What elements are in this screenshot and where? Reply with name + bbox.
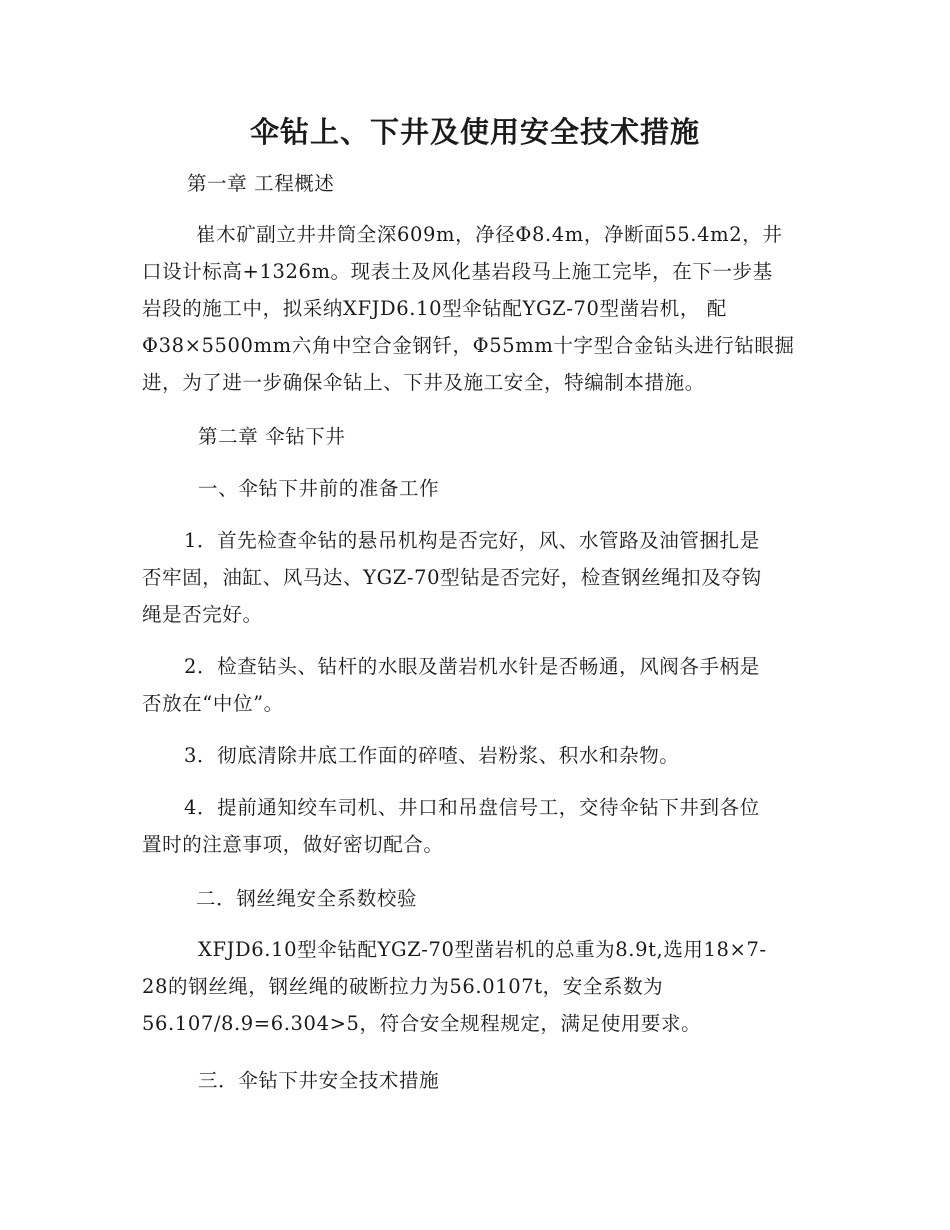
overview-line-4: Φ38×5500mm六角中空合金钢钎，Φ55mm十字型合金钻头进行钻眼掘 <box>142 334 795 357</box>
item-2-line-1: 2．检查钻头、钻杆的水眼及凿岩机水针是否畅通，风阀各手柄是 <box>184 655 760 678</box>
chapter-2-heading: 第二章 伞钻下井 <box>198 425 346 448</box>
item-3-line-1: 3．彻底清除井底工作面的碎喳、岩粉浆、积水和杂物。 <box>184 744 680 767</box>
overview-line-2: 口设计标高+1326m。现表土及风化基岩段马上施工完毕，在下一步基 <box>142 260 773 283</box>
section-2-heading: 二．钢丝绳安全系数校验 <box>196 887 418 910</box>
section-3-heading: 三．伞钻下井安全技术措施 <box>198 1069 440 1092</box>
item-4-line-2: 置时的注意事项，做好密切配合。 <box>142 833 444 856</box>
item-4-line-1: 4．提前通知绞车司机、井口和吊盘信号工，交待伞钻下井到各位 <box>184 796 760 819</box>
item-2-line-2: 否放在“中位”。 <box>142 692 284 715</box>
document-title: 伞钻上、下井及使用安全技术措施 <box>249 115 700 149</box>
chapter-1-heading: 第一章 工程概述 <box>187 172 335 195</box>
rope-check-line-1: XFJD6.10型伞钻配YGZ-70型凿岩机的总重为8.9t,选用18×7- <box>198 938 767 961</box>
overview-line-5: 进，为了进一步确保伞钻上、下井及施工安全，特编制本措施。 <box>142 371 705 394</box>
overview-line-1: 崔木矿副立井井筒全深609m，净径Φ8.4m，净断面55.4m2，井 <box>196 223 783 246</box>
section-1-heading: 一、伞钻下井前的准备工作 <box>198 477 440 500</box>
rope-check-line-2: 28的钢丝绳，钢丝绳的破断拉力为56.0107t，安全系数为 <box>142 975 664 998</box>
item-1-line-3: 绳是否完好。 <box>142 603 263 626</box>
item-1-line-2: 否牢固，油缸、风马达、YGZ-70型钻是否完好，检查钢丝绳扣及夺钩 <box>142 566 762 589</box>
item-1-line-1: 1．首先检查伞钻的悬吊机构是否完好，风、水管路及油管捆扎是 <box>184 529 760 552</box>
rope-check-line-3: 56.107/8.9=6.304>5，符合安全规程规定，满足使用要求。 <box>142 1012 702 1035</box>
overview-line-3: 岩段的施工中，拟采纳XFJD6.10型伞钻配YGZ-70型凿岩机， 配 <box>142 297 727 320</box>
